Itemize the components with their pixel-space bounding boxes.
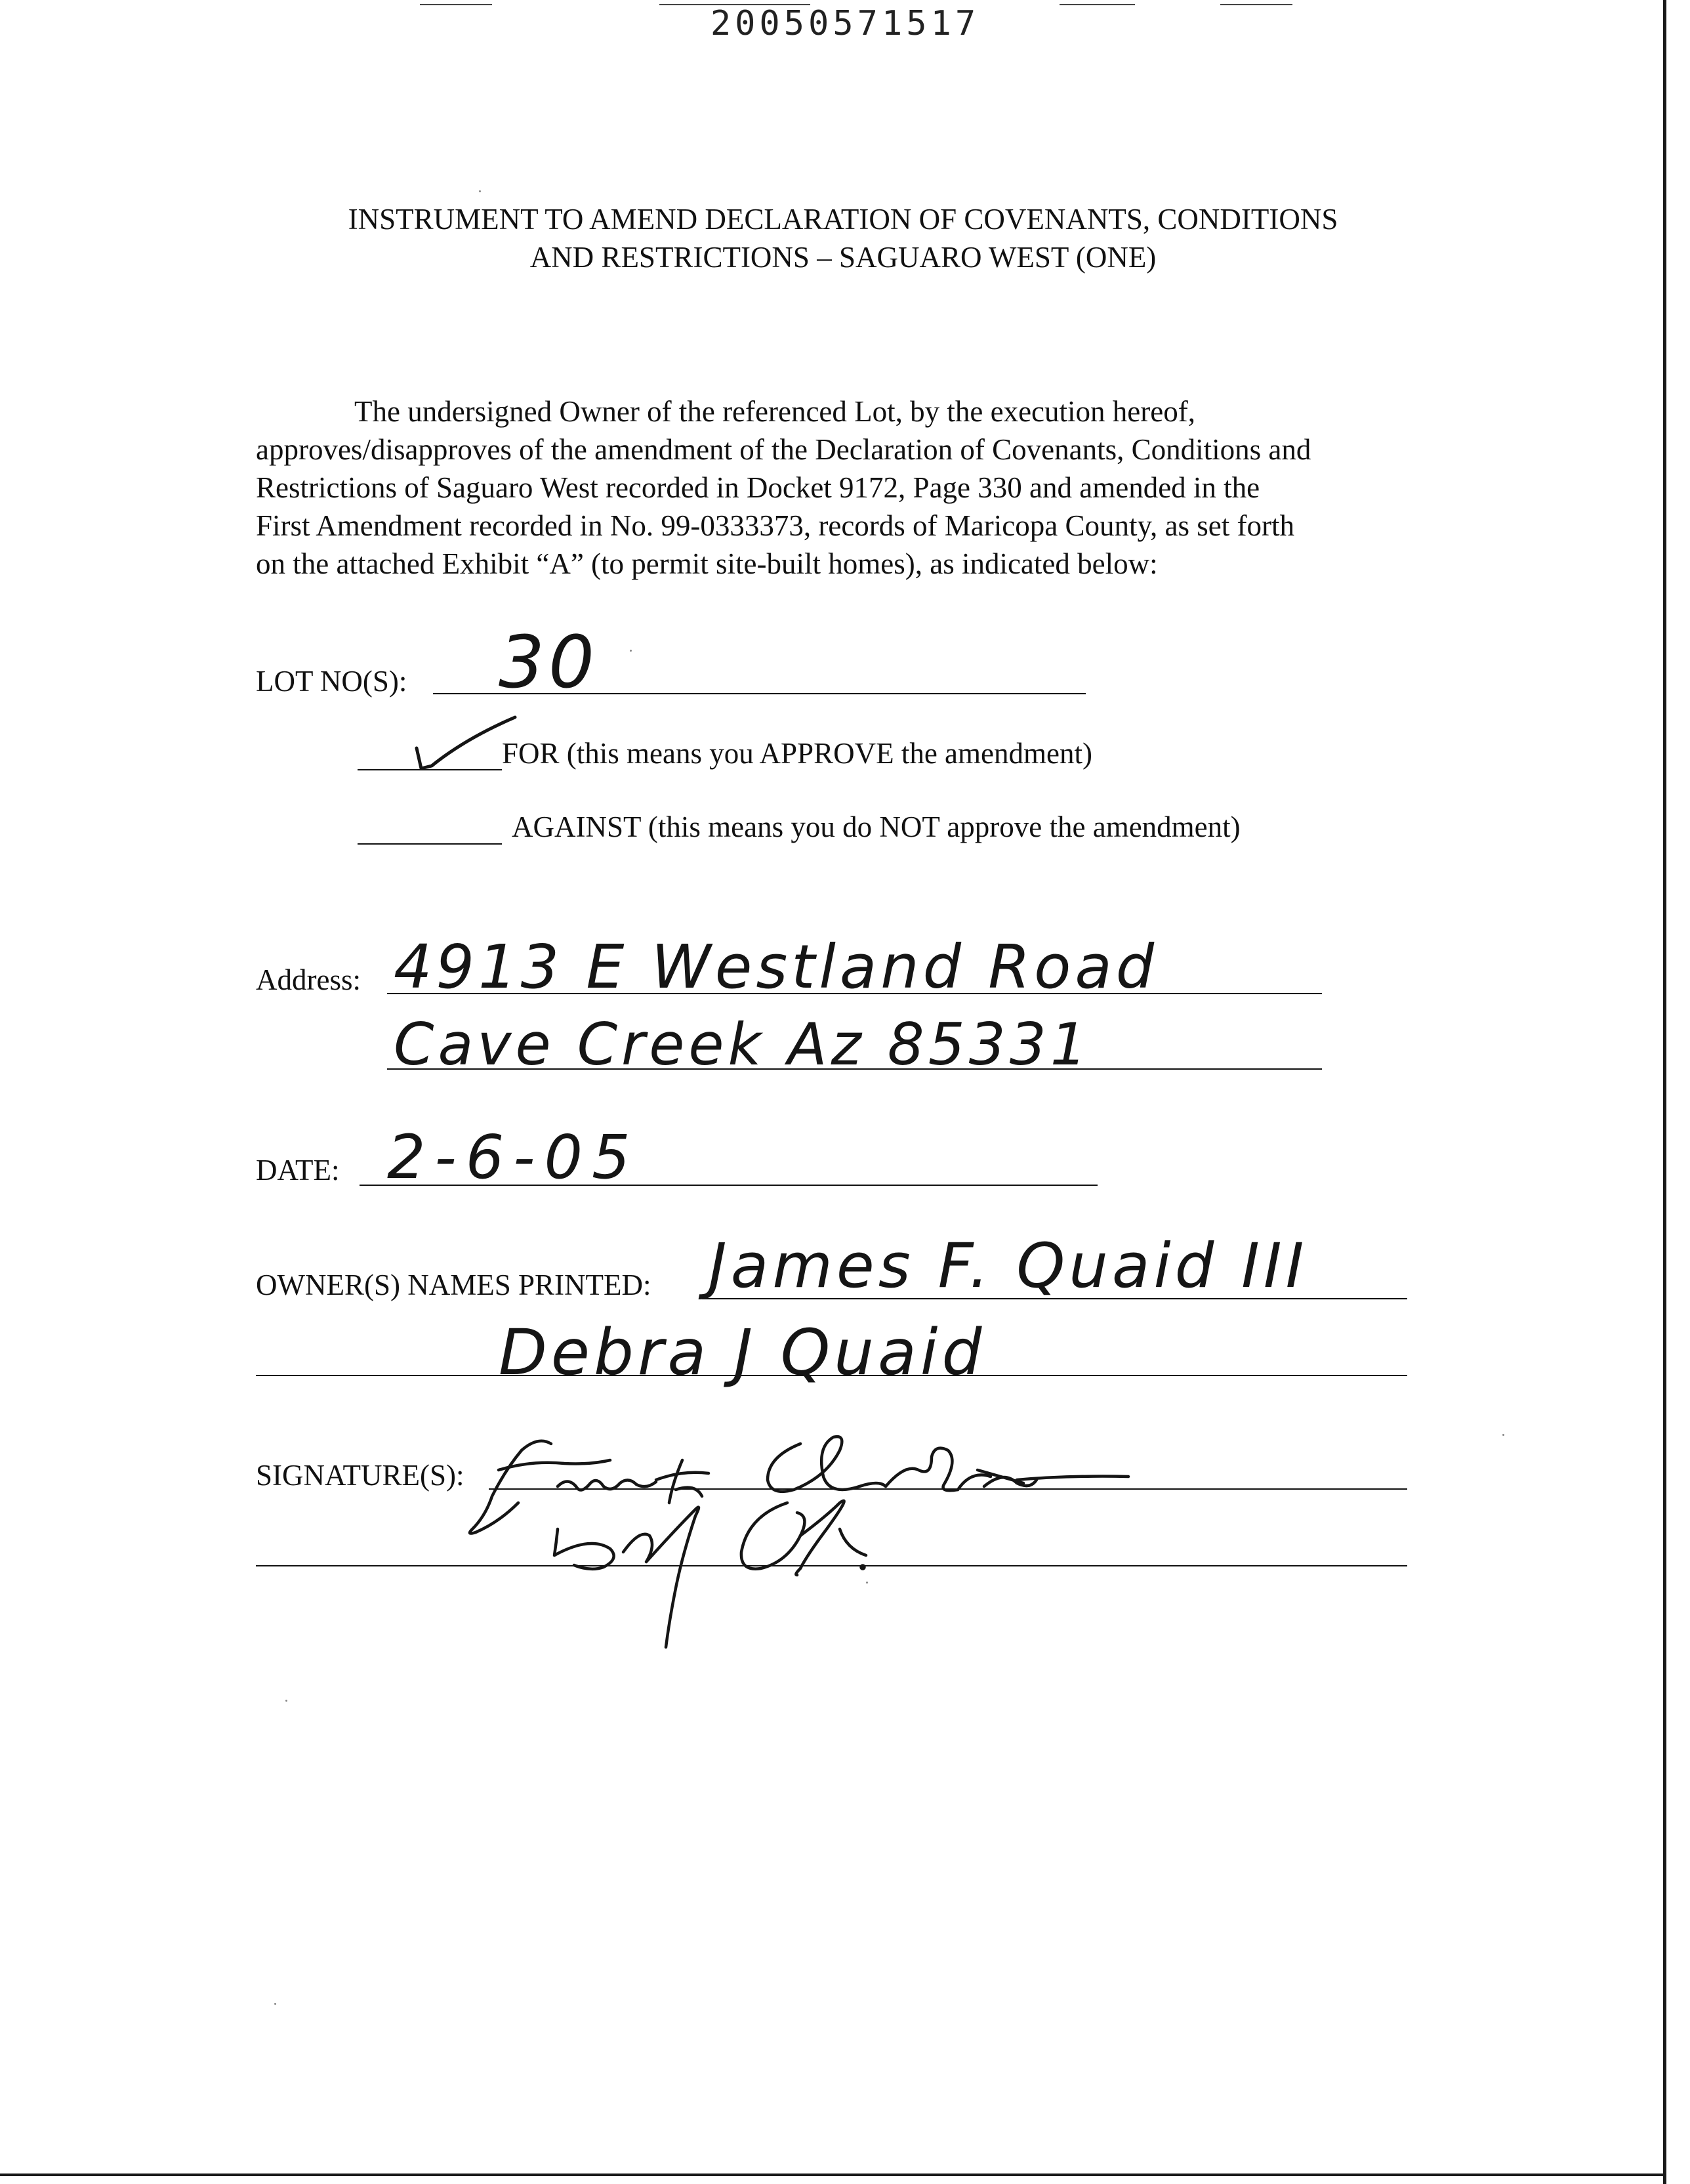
scan-edge bbox=[1663, 0, 1666, 2184]
against-option-label: AGAINST (this means you do NOT approve the amendment) bbox=[512, 810, 1241, 843]
intro-line: Restrictions of Saguaro West recorded in Docket 9172, Page 330 and amended in the bbox=[256, 471, 1260, 504]
document-title bbox=[197, 200, 1489, 276]
lot-number-label: LOT NO(S): bbox=[256, 665, 407, 698]
intro-line: approves/disapproves of the amendment of the Declaration of Covenants, Conditions and bbox=[256, 433, 1311, 466]
recording-number: 20050571517 bbox=[710, 4, 980, 43]
scan-speck bbox=[1502, 1434, 1504, 1436]
scan-edge bbox=[0, 2174, 1666, 2176]
intro-paragraph bbox=[256, 392, 1456, 583]
address-value-line2: Cave Creek Az 85331 bbox=[394, 1011, 1091, 1078]
address-value-line1: 4913 E Westland Road bbox=[394, 932, 1159, 1002]
scan-speck bbox=[630, 650, 632, 652]
title-line: AND RESTRICTIONS – SAGUARO WEST (ONE) bbox=[529, 241, 1157, 274]
scan-speck bbox=[274, 2003, 276, 2005]
for-option-label: FOR (this means you APPROVE the amendment) bbox=[502, 737, 1092, 770]
title-line: INSTRUMENT TO AMEND DECLARATION OF COVENANTS, CONDITIONS bbox=[348, 203, 1338, 236]
owner-name-2: Debra J Quaid bbox=[499, 1316, 986, 1389]
date-value: 2-6-05 bbox=[387, 1122, 640, 1192]
intro-line: on the attached Exhibit “A” (to permit site-built homes), as indicated below: bbox=[256, 547, 1158, 580]
scan-speck bbox=[479, 190, 481, 192]
signatures-label: SIGNATURE(S): bbox=[256, 1459, 464, 1492]
intro-line bbox=[256, 392, 1456, 430]
owner-names-label: OWNER(S) NAMES PRINTED: bbox=[256, 1269, 651, 1301]
lot-number-value: 30 bbox=[499, 620, 598, 704]
date-label: DATE: bbox=[256, 1154, 340, 1186]
signature-2-image bbox=[459, 1490, 918, 1660]
address-label: Address: bbox=[256, 963, 361, 996]
intro-text: The undersigned Owner of the referenced Lot, by the execution hereof, bbox=[354, 395, 1195, 428]
owner-name-1: James F. Quaid III bbox=[709, 1230, 1308, 1302]
scan-speck bbox=[285, 1700, 287, 1702]
against-blank-line bbox=[358, 843, 502, 845]
intro-line: First Amendment recorded in No. 99-0333373, records of Maricopa County, as set forth bbox=[256, 509, 1294, 542]
